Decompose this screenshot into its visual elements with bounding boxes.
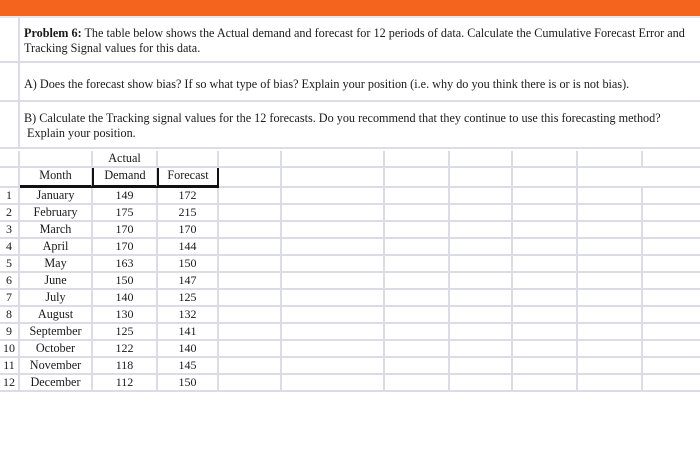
actual-header-line1[interactable]: Actual [93, 151, 158, 168]
cell[interactable] [385, 358, 450, 375]
cell[interactable] [282, 168, 385, 188]
row-number-cell[interactable] [0, 151, 20, 168]
cell[interactable] [450, 341, 513, 358]
actual-demand-cell[interactable]: 140 [93, 290, 158, 307]
row-number[interactable]: 9 [0, 324, 20, 341]
cell[interactable] [578, 205, 643, 222]
cell[interactable] [385, 168, 450, 188]
cell[interactable] [282, 222, 385, 239]
cell[interactable] [219, 205, 282, 222]
month-cell[interactable]: October [20, 341, 93, 358]
month-cell[interactable]: June [20, 273, 93, 290]
forecast-cell[interactable]: 144 [158, 239, 219, 256]
cell[interactable] [385, 290, 450, 307]
cell[interactable] [643, 151, 700, 168]
cell[interactable] [578, 222, 643, 239]
actual-demand-cell[interactable]: 175 [93, 205, 158, 222]
cell[interactable] [385, 307, 450, 324]
part-a-question: A) Does the forecast show bias? If so what type of bias? Explain your position (i.e. why do you think there is or is not bias). [24, 77, 630, 91]
table-row [0, 324, 700, 341]
cell[interactable] [578, 256, 643, 273]
actual-demand-cell[interactable]: 149 [93, 188, 158, 205]
cell[interactable] [385, 188, 450, 205]
part-b-line2: Explain your position. [24, 126, 136, 140]
cell[interactable] [282, 151, 385, 168]
row-number[interactable]: 11 [0, 358, 20, 375]
cell[interactable] [219, 375, 282, 392]
forecast-cell[interactable]: 170 [158, 222, 219, 239]
cell[interactable] [219, 256, 282, 273]
cell[interactable] [385, 151, 450, 168]
cell[interactable] [643, 341, 700, 358]
cell[interactable] [513, 341, 578, 358]
actual-demand-cell[interactable]: 112 [93, 375, 158, 392]
row-number[interactable]: 3 [0, 222, 20, 239]
cell[interactable] [219, 151, 282, 168]
cell[interactable] [513, 375, 578, 392]
table-row [0, 307, 700, 324]
cell[interactable] [385, 256, 450, 273]
cell[interactable] [219, 239, 282, 256]
cell[interactable] [513, 290, 578, 307]
month-cell[interactable]: March [20, 222, 93, 239]
cell[interactable] [450, 290, 513, 307]
row-number[interactable]: 5 [0, 256, 20, 273]
month-cell[interactable]: January [20, 188, 93, 205]
cell[interactable] [578, 239, 643, 256]
cell[interactable] [513, 168, 578, 188]
cell[interactable] [158, 151, 219, 168]
row-number[interactable]: 6 [0, 273, 20, 290]
forecast-header[interactable]: Forecast [157, 168, 219, 188]
row-number[interactable]: 10 [0, 341, 20, 358]
cell[interactable] [219, 341, 282, 358]
cell[interactable] [282, 205, 385, 222]
cell[interactable] [219, 273, 282, 290]
cell[interactable] [513, 324, 578, 341]
cell[interactable] [282, 375, 385, 392]
row-number[interactable]: 4 [0, 239, 20, 256]
cell[interactable] [450, 358, 513, 375]
cell[interactable] [513, 273, 578, 290]
month-cell[interactable]: February [20, 205, 93, 222]
cell[interactable] [282, 307, 385, 324]
cell[interactable] [578, 168, 700, 188]
cell[interactable] [450, 222, 513, 239]
cell[interactable] [513, 358, 578, 375]
forecast-cell[interactable]: 140 [158, 341, 219, 358]
forecast-cell[interactable]: 125 [158, 290, 219, 307]
forecast-cell[interactable]: 147 [158, 273, 219, 290]
cell[interactable] [219, 324, 282, 341]
table-row [0, 222, 700, 239]
cell[interactable] [643, 222, 700, 239]
table-row [0, 375, 700, 392]
table-row [0, 205, 700, 222]
cell[interactable] [450, 188, 513, 205]
table-row [0, 239, 700, 256]
cell[interactable] [282, 239, 385, 256]
forecast-cell[interactable]: 150 [158, 375, 219, 392]
cell[interactable] [219, 188, 282, 205]
cell[interactable] [513, 239, 578, 256]
cell[interactable] [643, 273, 700, 290]
cell[interactable] [578, 324, 643, 341]
month-header[interactable]: Month [20, 168, 93, 188]
forecast-cell[interactable]: 150 [158, 256, 219, 273]
cell[interactable] [643, 256, 700, 273]
cell[interactable] [450, 256, 513, 273]
month-cell[interactable]: May [20, 256, 93, 273]
cell[interactable] [643, 358, 700, 375]
cell[interactable] [578, 341, 643, 358]
cell[interactable] [219, 222, 282, 239]
cell[interactable] [643, 324, 700, 341]
table-row [0, 358, 700, 375]
table-row [0, 188, 700, 205]
cell[interactable] [578, 358, 643, 375]
problem-intro: The table below shows the Actual demand and forecast for 12 periods of data. Calculate the Cumulative Forecast Error and Tracking Signal values for this data. [24, 26, 685, 55]
month-cell[interactable]: August [20, 307, 93, 324]
top-orange-bar [0, 0, 700, 16]
row-number[interactable]: 12 [0, 375, 20, 392]
cell[interactable] [578, 290, 643, 307]
cell[interactable] [385, 375, 450, 392]
cell[interactable] [513, 188, 578, 205]
cell[interactable] [578, 307, 643, 324]
forecast-cell[interactable]: 215 [158, 205, 219, 222]
cell[interactable] [643, 188, 700, 205]
cell[interactable] [20, 151, 93, 168]
row-number[interactable]: 2 [0, 205, 20, 222]
row-gutter [0, 18, 20, 61]
cell[interactable] [450, 151, 513, 168]
actual-demand-cell[interactable]: 130 [93, 307, 158, 324]
cell[interactable] [643, 239, 700, 256]
cell[interactable] [643, 307, 700, 324]
row-number[interactable]: 7 [0, 290, 20, 307]
cell[interactable] [513, 222, 578, 239]
actual-demand-cell[interactable]: 170 [93, 222, 158, 239]
month-cell[interactable]: April [20, 239, 93, 256]
cell[interactable] [219, 358, 282, 375]
header-row-2 [0, 168, 700, 188]
cell[interactable] [385, 222, 450, 239]
demand-header[interactable]: Demand [92, 168, 158, 188]
cell[interactable] [385, 273, 450, 290]
cell[interactable] [450, 239, 513, 256]
cell[interactable] [643, 290, 700, 307]
cell[interactable] [450, 375, 513, 392]
cell[interactable] [578, 273, 643, 290]
row-gutter [0, 63, 20, 100]
part-b-row [0, 102, 700, 149]
cell[interactable] [643, 375, 700, 392]
month-cell[interactable]: November [20, 358, 93, 375]
cell[interactable] [282, 256, 385, 273]
month-cell[interactable]: July [20, 290, 93, 307]
table-row [0, 273, 700, 290]
part-a-row [0, 63, 700, 102]
cell[interactable] [282, 290, 385, 307]
cell[interactable] [513, 307, 578, 324]
problem-label: Problem 6: [24, 26, 82, 40]
cell[interactable] [513, 151, 578, 168]
cell[interactable] [282, 341, 385, 358]
actual-demand-cell[interactable]: 163 [93, 256, 158, 273]
part-b-question [24, 111, 696, 141]
row-number-cell[interactable] [0, 168, 20, 188]
forecast-cell[interactable]: 132 [158, 307, 219, 324]
month-cell[interactable]: December [20, 375, 93, 392]
row-number[interactable]: 1 [0, 188, 20, 205]
table-row [0, 256, 700, 273]
cell[interactable] [385, 239, 450, 256]
cell[interactable] [219, 307, 282, 324]
cell[interactable] [282, 358, 385, 375]
cell[interactable] [450, 273, 513, 290]
cell[interactable] [219, 168, 282, 188]
header-row-1 [0, 151, 700, 168]
actual-demand-cell[interactable]: 122 [93, 341, 158, 358]
month-cell[interactable]: September [20, 324, 93, 341]
row-gutter [0, 102, 20, 147]
cell[interactable] [385, 324, 450, 341]
cell[interactable] [282, 188, 385, 205]
forecast-cell[interactable]: 172 [158, 188, 219, 205]
actual-demand-cell[interactable]: 118 [93, 358, 158, 375]
cell[interactable] [450, 324, 513, 341]
cell[interactable] [578, 151, 643, 168]
cell[interactable] [513, 256, 578, 273]
cell[interactable] [282, 273, 385, 290]
cell[interactable] [450, 168, 513, 188]
cell[interactable] [643, 205, 700, 222]
cell[interactable] [578, 188, 643, 205]
cell[interactable] [282, 324, 385, 341]
table-row [0, 290, 700, 307]
actual-demand-cell[interactable]: 150 [93, 273, 158, 290]
cell[interactable] [450, 205, 513, 222]
cell[interactable] [450, 307, 513, 324]
table-row [0, 341, 700, 358]
cell[interactable] [385, 341, 450, 358]
row-number[interactable]: 8 [0, 307, 20, 324]
part-b-line1: B) Calculate the Tracking signal values for the 12 forecasts. Do you recommend that they continue to use this forecasting method? [24, 111, 661, 125]
forecast-cell[interactable]: 141 [158, 324, 219, 341]
cell[interactable] [513, 205, 578, 222]
cell[interactable] [578, 375, 643, 392]
cell[interactable] [219, 290, 282, 307]
actual-demand-cell[interactable]: 125 [93, 324, 158, 341]
cell[interactable] [385, 205, 450, 222]
problem-statement-row [0, 18, 700, 63]
actual-demand-cell[interactable]: 170 [93, 239, 158, 256]
forecast-cell[interactable]: 145 [158, 358, 219, 375]
problem-statement [24, 26, 696, 56]
